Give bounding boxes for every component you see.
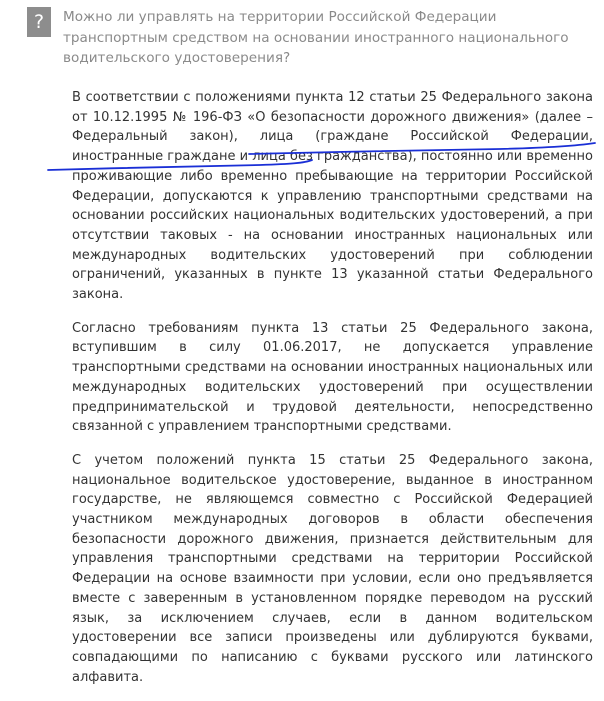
answer-paragraph-2: Согласно требованиям пункта 13 статьи 25 Федерального закона, вступившим в силу 01.06.2017, не допускается управление транспортными средствами на основании иностранных национальных или международных водительских удостоверений при осуществлении предпринимательской и трудовой деятельности, непосредственно связанной с управлением транспортными средствами. xyxy=(72,320,593,435)
answer-paragraph-1: В соответствии с положениями пункта 12 статьи 25 Федерального закона от 10.12.1995 № 196-ФЗ «О безопасности дорожного движения» (далее – Федеральный закон), лица (граждане Российской Федерации, иностранные граждане и лица без гражданства), постоянно или временно проживающие либо временно пребывающие на территории Российской Федерации, допускаются к управлению транспортными средствами на основании российских национальных водительских удостоверений, а при отсутствии таковых - на основании иностранных национальных или международных водительских удостоверений при соблюдении ограничений, указанных в пункте 13 указанной статьи Федерального закона. xyxy=(72,90,593,303)
answer-body xyxy=(72,88,593,701)
answer-paragraph-3: С учетом положений пункта 15 статьи 25 Федерального закона, национальное водительское удостоверение, выданное в иностранном государстве, не являющемся совместно с Российской Федерацией участником международных договоров в области обеспечения безопасности дорожного движения, признается действительным для управления транспортными средствами на территории Российской Федерации на основе взаимности при условии, если оно предъявляется вместе с заверенным в установленном порядке переводом на русский язык, за исключением случаев, если в данном водительском удостоверении все записи произведены или дублируются буквами, совпадающими по написанию с буквами русского или латинского алфавита. xyxy=(72,452,593,685)
question-text: Можно ли управлять на территории Российской Федерации транспортным средством на основании иностранного национального водительского удостоверения? xyxy=(63,9,569,66)
question-mark-icon: ? xyxy=(27,7,51,37)
